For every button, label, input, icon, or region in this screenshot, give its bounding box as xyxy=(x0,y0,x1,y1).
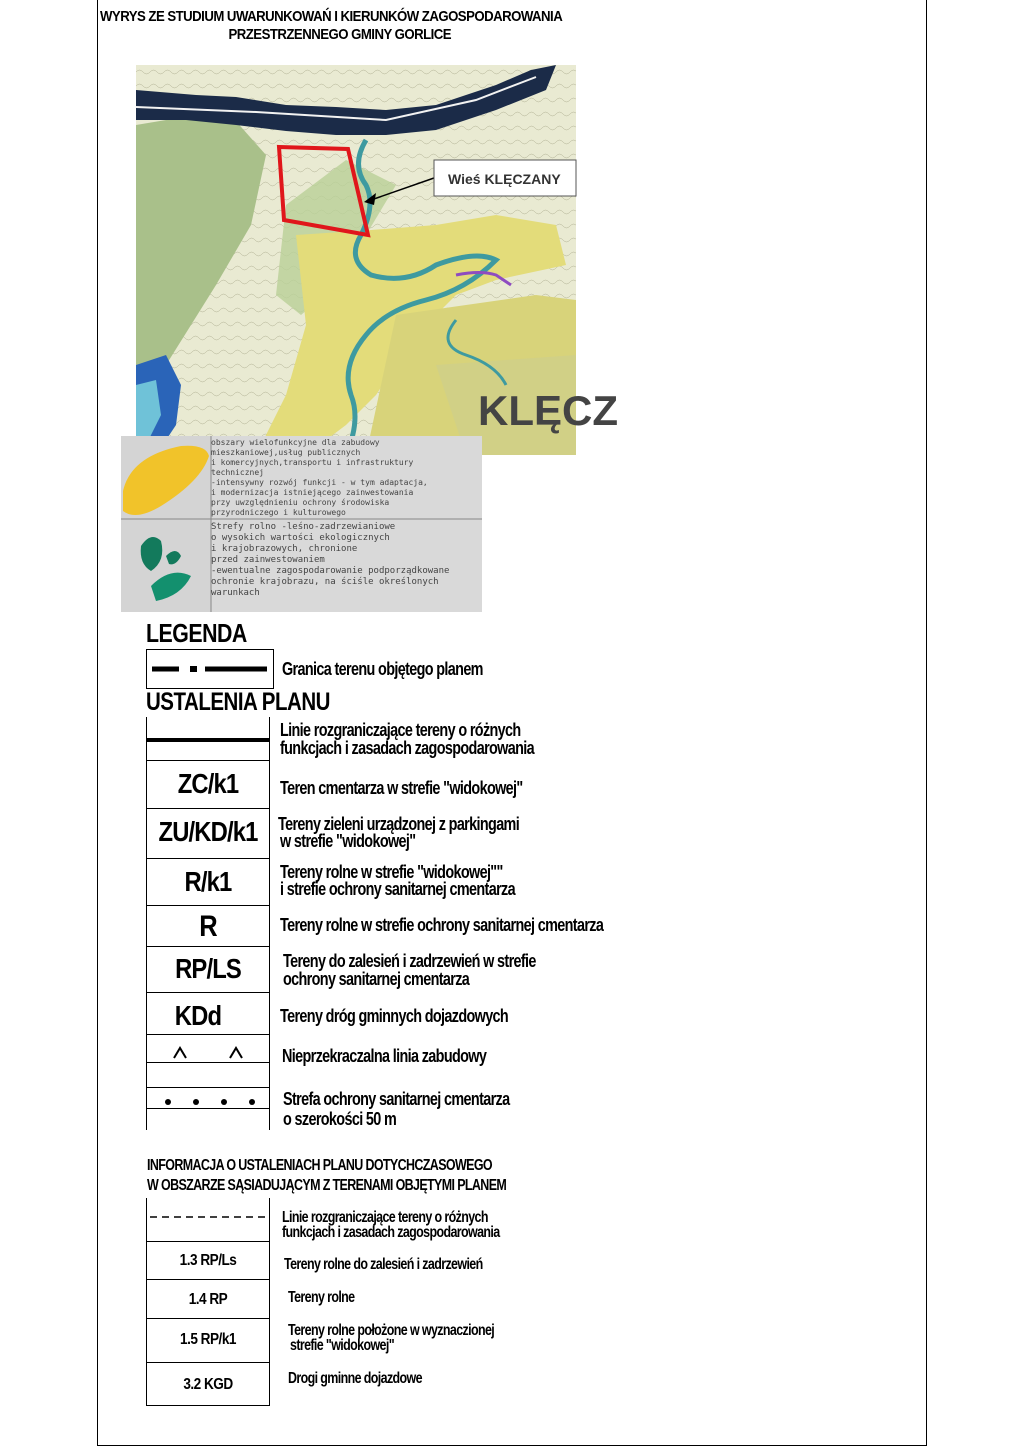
building-line-symbol xyxy=(146,1040,270,1064)
row-5-desc1: Tereny do zalesień i zadrzewień w strefie xyxy=(283,951,536,971)
study-map xyxy=(136,65,618,455)
code-kdd: KDd xyxy=(174,1000,222,1031)
study-legend-item-2: Strefy rolno -leśno-zadrzewianiowe o wysokich wartości ekologicznych i krajobrazowych, chronione przed zainwestowaniem -ewentualne zagospodarowanie podporządkowane ochronie krajobrazu, na ściśle określonych warunkach xyxy=(211,522,450,598)
info-row-3-desc1: Tereny rolne położone w wyznaczionej xyxy=(288,1322,495,1339)
code-1-3-rp-ls: 1.3 RP/Ls xyxy=(179,1252,237,1269)
boundary-symbol-box xyxy=(146,649,274,689)
code-zc-k1: ZC/k1 xyxy=(177,768,239,799)
row-2-desc2: w strefie "widokowej" xyxy=(280,831,416,851)
header-line-2: PRZESTRZENNEGO GMINY GORLICE xyxy=(228,26,452,43)
row-8-desc1: Strefa ochrony sanitarnej cmentarza xyxy=(283,1089,510,1109)
row-5-desc2: ochrony sanitarnej cmentarza xyxy=(283,969,470,989)
legend-title: LEGENDA xyxy=(146,618,247,648)
info-row-3-desc2: strefie "widokowej" xyxy=(290,1337,395,1354)
code-r-k1: R/k1 xyxy=(184,866,232,897)
boundary-desc: Granica terenu objętego planem xyxy=(282,659,483,679)
code-r: R xyxy=(199,910,217,943)
row-0-desc2: funkcjach i zasadach zagospodarowania xyxy=(280,738,534,758)
boundary-symbol xyxy=(147,650,273,688)
row-4-desc1: Tereny rolne w strefie ochrony sanitarnej cmentarza xyxy=(280,915,604,935)
document-header xyxy=(100,8,628,44)
code-3-2-kgd: 3.2 KGD xyxy=(183,1376,233,1393)
plan-title: USTALENIA PLANU xyxy=(146,688,330,716)
row-7-desc1: Nieprzekraczalna linia zabudowy xyxy=(282,1046,487,1066)
info-row-1-desc1: Tereny rolne do zalesień i zadrzewień xyxy=(284,1256,483,1273)
code-1-5-rp-k1: 1.5 RP/k1 xyxy=(180,1331,236,1348)
info-divider-symbol xyxy=(146,1212,270,1222)
info-row-0-desc1: Linie rozgraniczające tereny o różnych xyxy=(282,1209,488,1226)
callout-label: Wieś KLĘCZANY xyxy=(448,171,561,187)
row-8-desc2: o szerokości 50 m xyxy=(283,1109,397,1129)
row-3-desc1: Tereny rolne w strefie "widokowej"" xyxy=(280,862,503,882)
code-1-4-rp: 1.4 RP xyxy=(188,1291,228,1308)
info-row-2-desc1: Tereny rolne xyxy=(288,1289,355,1306)
place-label: KLĘCZ xyxy=(478,387,618,434)
row-6-desc1: Tereny dróg gminnych dojazdowych xyxy=(280,1006,509,1026)
info-row-4-desc1: Drogi gminne dojazdowe xyxy=(288,1370,422,1387)
study-legend xyxy=(121,436,482,612)
study-legend-item-1: obszary wielofunkcyjne dla zabudowy mieszkaniowej,usług publicznych i komercyjnych,transportu i infrastruktury technicznej -intensywny rozwój funkcji - w tym adaptacja, i modernizacja istniejącego zainwestowania przy uwzględnieniu ochrony środowiska przyrodniczego i kulturowego xyxy=(211,438,428,517)
map-graphic xyxy=(136,65,618,455)
row-1-desc1: Teren cmentarza w strefie "widokowej" xyxy=(280,778,523,798)
sanitary-zone-symbol xyxy=(146,1092,270,1108)
row-2-desc1: Tereny zieleni urządzonej z parkingami xyxy=(278,814,520,834)
info-title-1: INFORMACJA O USTALENIACH PLANU DOTYCHCZASOWEGO xyxy=(147,1157,493,1174)
header-line-1: WYRYS ZE STUDIUM UWARUNKOWAŃ I KIERUNKÓW ZAGOSPODAROWANIA xyxy=(100,8,563,25)
info-row-0-desc2: funkcjach i zasadach zagospodarowania xyxy=(282,1224,500,1241)
info-title-2: W OBSZARZE SĄSIADUJĄCYM Z TERENAMI OBJĘTYMI PLANEM xyxy=(147,1177,507,1194)
code-zu-kd-k1: ZU/KD/k1 xyxy=(158,816,258,847)
row-3-desc2: i strefie ochrony sanitarnej cmentarza xyxy=(280,879,515,899)
row-0-desc1: Linie rozgraniczające tereny o różnych xyxy=(280,720,521,740)
code-rp-ls: RP/LS xyxy=(175,953,241,984)
divider-line-symbol xyxy=(146,738,270,742)
